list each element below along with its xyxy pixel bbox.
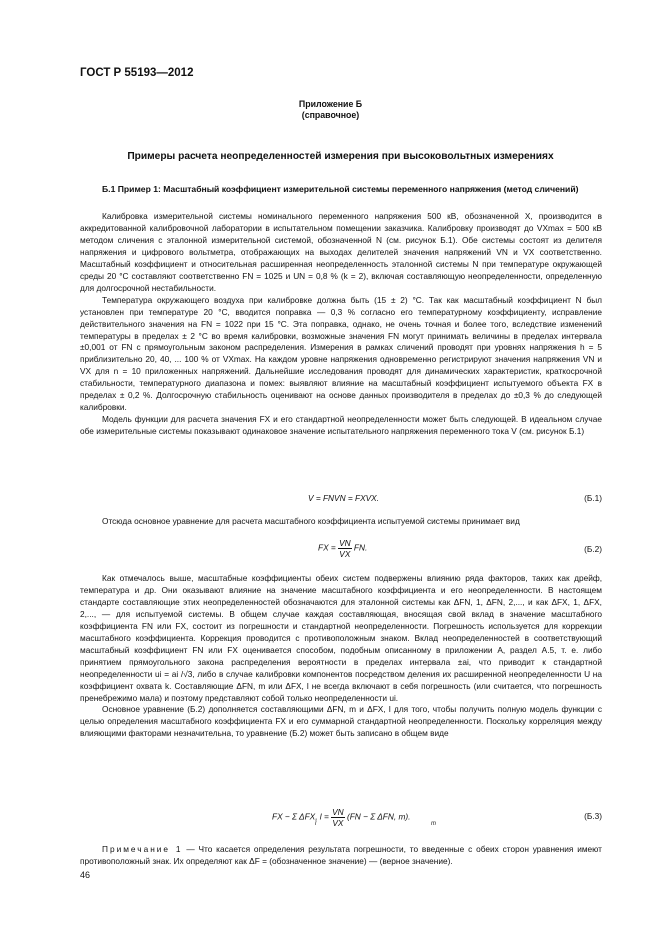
- note-label: Примечание 1: [102, 844, 183, 854]
- equation-expression: [318, 538, 367, 559]
- equation-lhs: FX =: [318, 542, 336, 553]
- annex-title: Приложение Б: [298, 99, 363, 109]
- text-block-1: [80, 211, 602, 438]
- equation-expression: [272, 807, 410, 828]
- paragraph: Модель функции для расчета значения FX и его стандартной неопределенности может быть следующей. В идеальном случае обе измерительные системы показывают одинаковое значение испытательного напряжения переменного тока V (см. рисунок Б.1): [80, 414, 602, 437]
- paragraph: Основное уравнение (Б.2) дополняется составляющими ΔFN, m и ΔFX, l для того, чтобы получить полную модель функции с целью определения масштабного коэффициента FX и его суммарной стандартной неопределенности. Поскольку корреляция между влияющими факторами незначительна, то уравнение (Б.2) может быть записано в общем виде: [80, 704, 602, 739]
- text-block-3: [80, 573, 602, 740]
- note: [80, 844, 602, 868]
- note-text: — Что касается определения результата погрешности, то введенные с обеих сторон уравнения имеют противоположный знак. Их определяют как ΔF = (обозначенное значение) — (верное значение).: [80, 844, 602, 866]
- equation-number: (Б.1): [584, 493, 602, 503]
- page-number: 46: [80, 870, 91, 880]
- fraction-numerator: VN: [339, 538, 351, 548]
- paragraph: Отсюда основное уравнение для расчета масштабного коэффициента испытуемой системы принимает вид: [102, 516, 520, 526]
- sum-index-m: m: [431, 821, 436, 827]
- equation-number: (Б.2): [584, 544, 602, 554]
- equation-rhs: FN.: [353, 542, 368, 553]
- equation-b2: [80, 538, 602, 578]
- equation-number: (Б.3): [584, 811, 602, 821]
- note-block: [80, 844, 602, 868]
- fraction-denominator: VX: [339, 549, 351, 559]
- fraction-denominator: VX: [332, 818, 344, 828]
- fraction: [331, 807, 345, 828]
- paragraph: Температура окружающего воздуха при калибровке должна быть (15 ± 2) °С. Так как масштабный коэффициент N был установлен при температуре 20 °С, вводится поправка — 0,3 % согласно его температурному коэффициенту, исправление действительного значения на FN = 1022 при 15 °С. Эта поправка, однако, не очень точная и более того, вследствие изменений температуры в пределах ± 2 °С во время калибровки, возможные значения FN могут принимать величины в пределах интервала ±0,001 от FN с прямоугольным законом распределения. Измерения в рамках сличений проводят при уровнях напряжения h = 5 приблизительно 20, 40, ... 100 % от VXmax. На каждом уровне напряжения одновременно регистрируют значения напряжения VN и VX для n = 10 приложенных напряжений. Дальнейшие исследования проводят для динамических характеристик, краткосрочной стабильности, температурного диапазона и помех: выявляют влияние на масштабный коэффициент испытуемого объекта FX в пределах ± 0,2 %. Долгосрочную стабильность оценивают на основе данных производителя в пределах до ±0,3 % до следующей калибровки.: [80, 294, 602, 413]
- equation-expression: V = FNVN = FXVX.: [308, 493, 380, 503]
- paragraph: Как отмечалось выше, масштабные коэффициенты обеих систем подвержены влиянию ряда факторов, таких как дрейф, температура и др. Они оказывают влияние на значение масштабного коэффициента и его неопределенности. В настоящем стандарте составляющие этих неопределенностей обозначаются для эталонной системы как ΔFN, 1, ΔFN, 2,..., и как ΔFX, 1, ΔFX, 2,..., — для испытуемой системы. В общем случае каждая составляющая, вносящая свой вклад в значение масштабного коэффициента FN или FX, состоит из погрешности и стандартной неопределенности. Погрешность используется для коррекции масштабного коэффициента. Коррекция проводится с противоположным знаком. Вклад неопределенностей в соответствующий масштабный коэффициент FN или FX оценивается способом, подобным описанному в приложении А, раздел А.5, т. е. либо принятием прямоугольного закона распределения вероятности в пределах интервала ±ai, что приводит к стандартной неопределенности ui = ai /√3, либо в случае калибровки компонентов посредством деления их расширенной неопределенности U на коэффициент охвата k. Составляющие ΔFN, m или ΔFX, l не всегда включают в себя погрешность (или считается, что погрешность пренебрежимо мала) и поэтому представляют собой только неопределенности ui.: [80, 573, 602, 703]
- annex-kind: (справочное): [301, 110, 360, 120]
- fraction: [338, 538, 352, 559]
- section-heading: Б.1 Пример 1: Масштабный коэффициент измерительной системы переменного напряжения (метод сличений): [102, 184, 579, 194]
- equation-b3: [80, 807, 602, 847]
- standard-header: ГОСТ Р 55193—2012: [80, 67, 194, 79]
- paragraph: Калибровка измерительной системы номинального переменного напряжения 500 кВ, обозначенной X, производится в аккредитованной калибровочной лаборатории в испытательном помещении заказчика. Калибровку производят до VXmax = 500 кВ методом сличения с эталонной измерительной системой, обозначенной N (см. рисунок Б.1). Обе системы состоят из делителя напряжения и цифрового вольтметра, отображающих на выходах делителей значения напряжений VN и VX соответственно. Масштабный коэффициент и относительная расширенная неопределенность эталонной системы N при температуре окружающей среды 20 °С составляют соответственно FN = 1025 и UN = 0,8 % (k = 2), включая составляющую неопределенности, определенную для долгосрочной нестабильности.: [80, 211, 602, 293]
- equation-left: FX − Σ ΔFX, l =: [272, 811, 329, 822]
- text-block-2: [80, 516, 602, 528]
- sum-index-l: l: [315, 821, 317, 827]
- main-title: Примеры расчета неопределенностей измерения при высоковольтных измерениях: [127, 151, 554, 162]
- fraction-numerator: VN: [332, 807, 344, 817]
- equation-bracket: (FN − Σ ΔFN, m).: [346, 811, 411, 822]
